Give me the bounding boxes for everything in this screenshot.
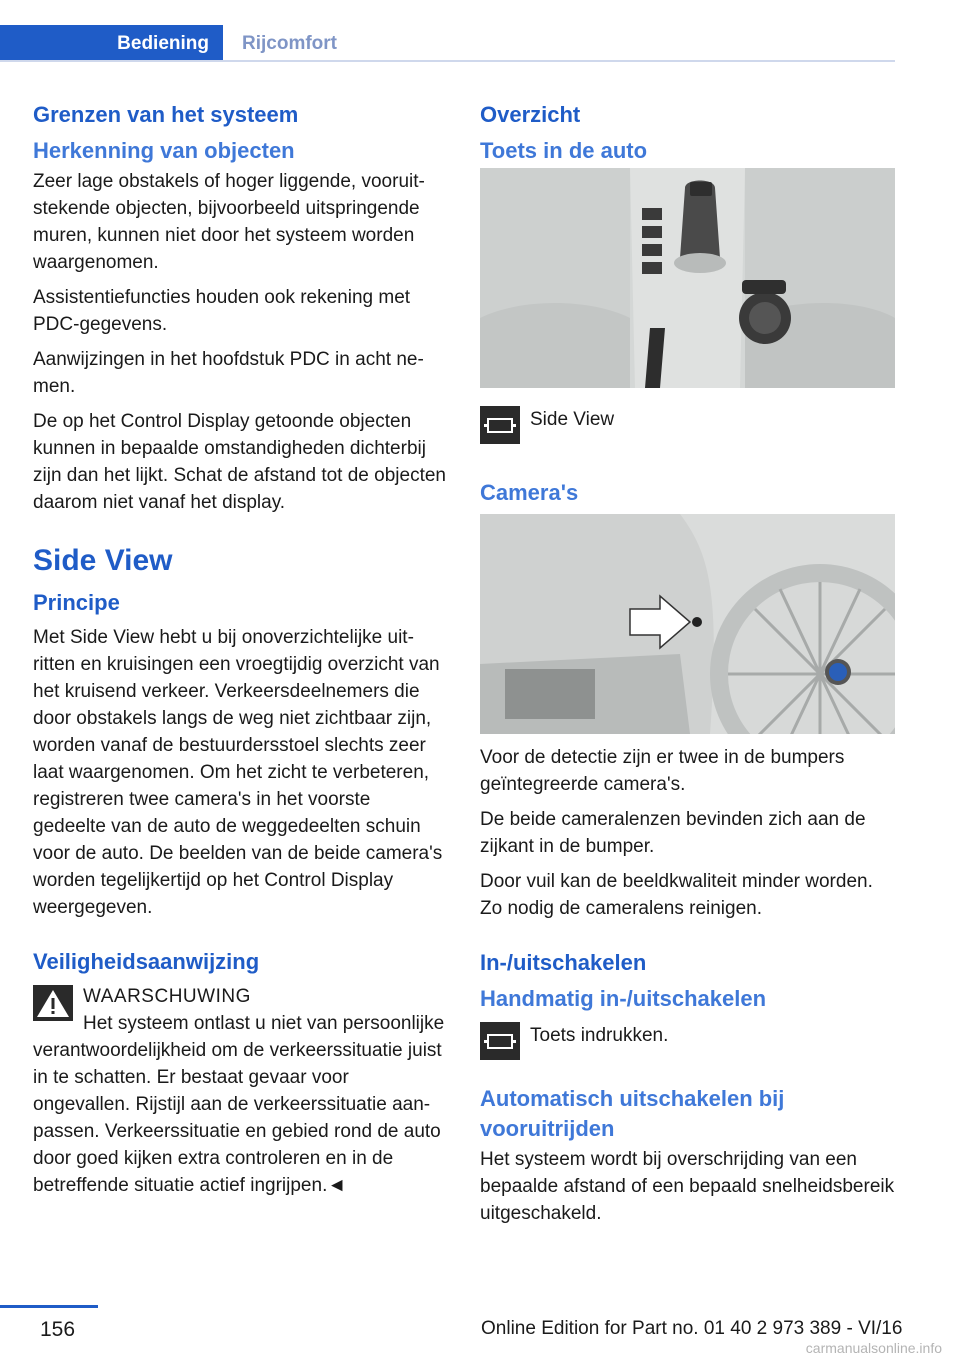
bumper-illustration [480,514,895,734]
warning-label: WAARSCHUWING [83,986,251,1007]
tab-bediening[interactable]: Bediening [0,25,223,62]
principle-heading: Principe [33,590,120,615]
paragraph: Het systeem wordt bij overschrijding van een bepaalde afstand of een bepaald snelheidsbereik uitgeschakeld. [480,1149,895,1224]
auto-off-heading: Automatisch uitschakelen bij vooruitrijden [480,1086,785,1141]
header-tabs [0,25,895,62]
paragraph: De beide cameralenzen bevinden zich aan de zijkant in de bumper. [480,809,866,857]
warning-text [33,1010,448,1199]
center-console-image [480,168,895,388]
edition-text: Online Edition for Part no. 01 40 2 973 389 - VI/16 [481,1318,903,1339]
button-heading: Toets in de auto [480,138,648,163]
side-view-button-row [480,406,895,448]
paragraph: Door vuil kan de beeldkwaliteit minder worden. Zo nodig de cameralens reinigen. [480,871,873,919]
manual-heading: Handmatig in-/uitschakelen [480,986,767,1011]
paragraph: Zeer lage obstakels of hoger liggende, vooruitstekende objecten, bijvoorbeeld uitspringende muren, kunnen niet door het systeem worden waargenomen. [33,171,425,273]
overview-heading: Overzicht [480,102,581,127]
paragraph: Voor de detectie zijn er twee in de bumpers geïntegreerde camera's. [480,747,845,795]
limits-heading: Grenzen van het systeem [33,102,299,127]
right-column [480,100,895,1235]
warning-text-content: Het systeem ontlast u niet van persoonlijke verantwoordelijkheid om de verkeerssituatie juist in te schatten. Er bestaat gevaar voor ongevallen. Rijstijl aan de verkeerssituatie aanpassen. Verkeerssituatie en gebied rond de auto door goed kijken extra controleren en in de betreffende situatie actief ingrijpen.◄ [33,1013,445,1196]
paragraph: Assistentiefuncties houden ook rekening met PDC-gegevens. [33,287,411,335]
paragraph: De op het Control Display getoonde objecten kunnen in bepaalde omstandigheden dichterbij zijn dan het lijkt. Schat de afstand tot de objecten daarom niet vanaf het display. [33,411,446,513]
cameras-heading: Camera's [480,480,579,505]
side-view-camera-button-icon[interactable] [480,406,520,444]
page-number: 156 [40,1318,76,1341]
warning-triangle-icon [33,985,73,1021]
press-button-label: Toets indrukken. [530,1025,669,1046]
safety-heading: Veiligheidsaanwijzing [33,949,260,974]
bumper-camera-image [480,514,895,734]
footer-accent-line [0,1305,98,1308]
header-underline [0,60,895,62]
press-button-row [480,1022,895,1064]
detection-heading: Herkenning van objecten [33,138,295,163]
watermark: carmanualsonline.info [805,1340,942,1356]
paragraph: Met Side View hebt u bij onoverzichtelijke uitritten en kruisingen een vroegtijdig overzicht van het kruisend verkeer. Verkeersdeelnemers die door obstakels langs de weg niet zichtbaar zijn, worden vanaf de bestuurdersstoel slechts zeer laat waargenomen. Om het zicht te verbeteren, registreren twee camera's in het voorste gedeelte van de auto de weggedeelten schuin voor de auto. De beelden van de beide camera's worden tegelijkertijd op het Control Display weergegeven. [33,627,443,918]
tab-rijcomfort[interactable]: Rijcomfort [242,33,337,54]
paragraph: Aanwijzingen in het hoofdstuk PDC in acht nemen. [33,349,424,397]
console-illustration [480,168,895,388]
left-column [33,100,448,1207]
side-view-heading: Side View [33,544,173,577]
side-view-button-label: Side View [530,409,615,430]
warning-block [33,983,448,1199]
onoff-heading: In-/uitschakelen [480,950,647,975]
side-view-camera-button-icon[interactable] [480,1022,520,1060]
